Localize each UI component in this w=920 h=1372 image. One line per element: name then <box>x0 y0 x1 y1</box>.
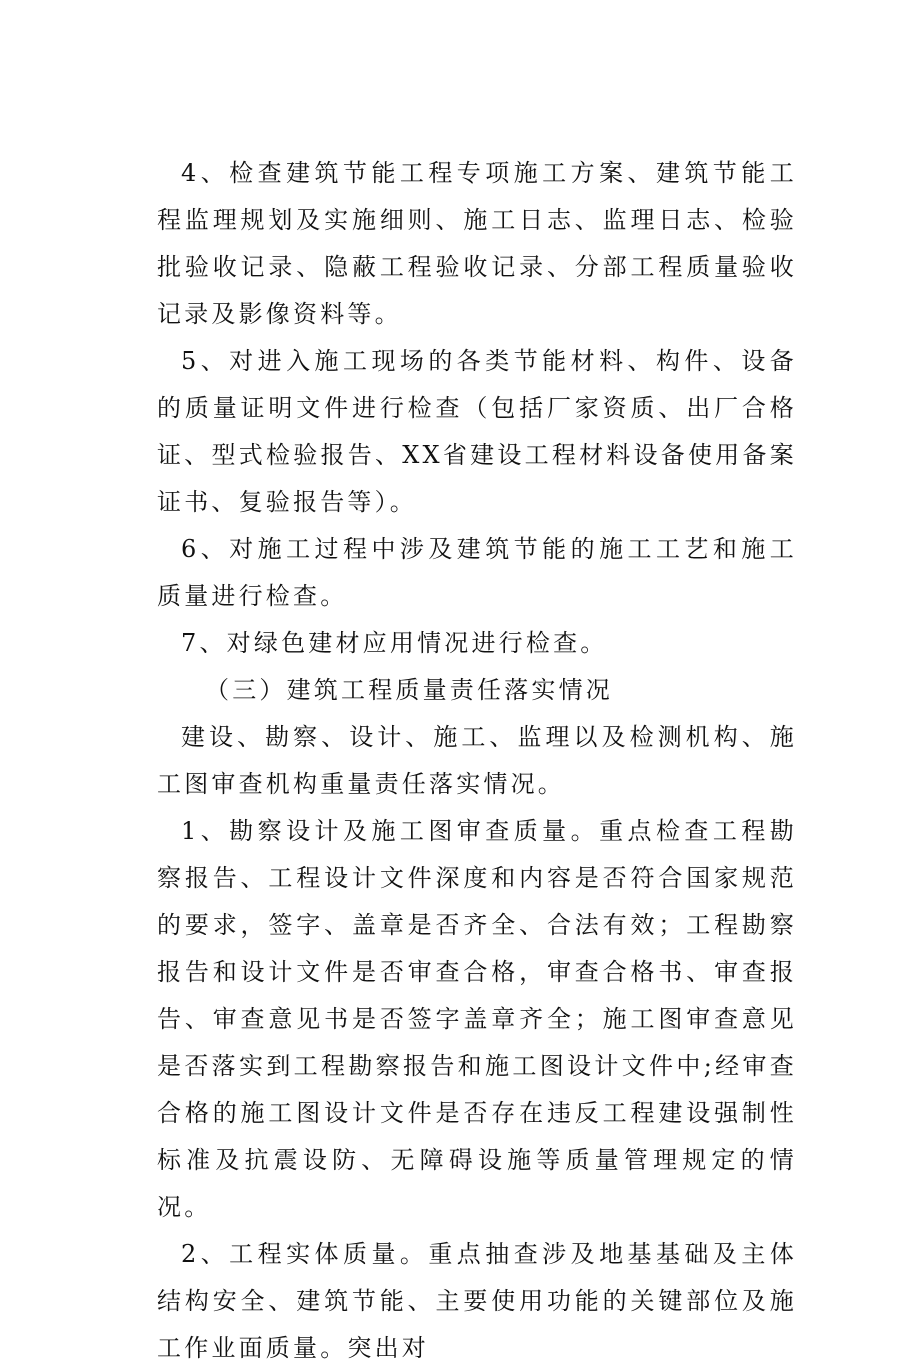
section-heading-3: （三）建筑工程质量责任落实情况 <box>205 676 613 704</box>
paragraph-item-2: 2、工程实体质量。重点抽查涉及地基基础及主体结构安全、建筑节能、主要使用功能的关键部位及施工作业面质量。突出对 <box>157 1240 797 1362</box>
paragraph-item-5: 5、对进入施工现场的各类节能材料、构件、设备的质量证明文件进行检查（包括厂家资质、出厂合格证、型式检验报告、XX省建设工程材料设备使用备案证书、复验报告等）。 <box>157 347 797 516</box>
paragraph-item-1: 1、勘察设计及施工图审查质量。重点检查工程勘察报告、工程设计文件深度和内容是否符合国家规范的要求，签字、盖章是否齐全、合法有效；工程勘察报告和设计文件是否审查合格，审查合格书、审查报告、审查意见书是否签字盖章齐全；施工图审查意见是否落实到工程勘察报告和施工图设计文件中;经审查合格的施工图设计文件是否存在违反工程建设强制性标准及抗震设防、无障碍设施等质量管理规定的情况。 <box>157 817 797 1221</box>
paragraph-item-7: 7、对绿色建材应用情况进行检查。 <box>181 629 608 657</box>
document-body <box>157 150 797 1372</box>
paragraph-item-6: 6、对施工过程中涉及建筑节能的施工工艺和施工质量进行检查。 <box>157 535 797 610</box>
paragraph-item-4: 4、检查建筑节能工程专项施工方案、建筑节能工程监理规划及实施细则、施工日志、监理日志、检验批验收记录、隐蔽工程验收记录、分部工程质量验收记录及影像资料等。 <box>157 159 797 328</box>
paragraph-intro: 建设、勘察、设计、施工、监理以及检测机构、施工图审查机构重量责任落实情况。 <box>157 723 797 798</box>
